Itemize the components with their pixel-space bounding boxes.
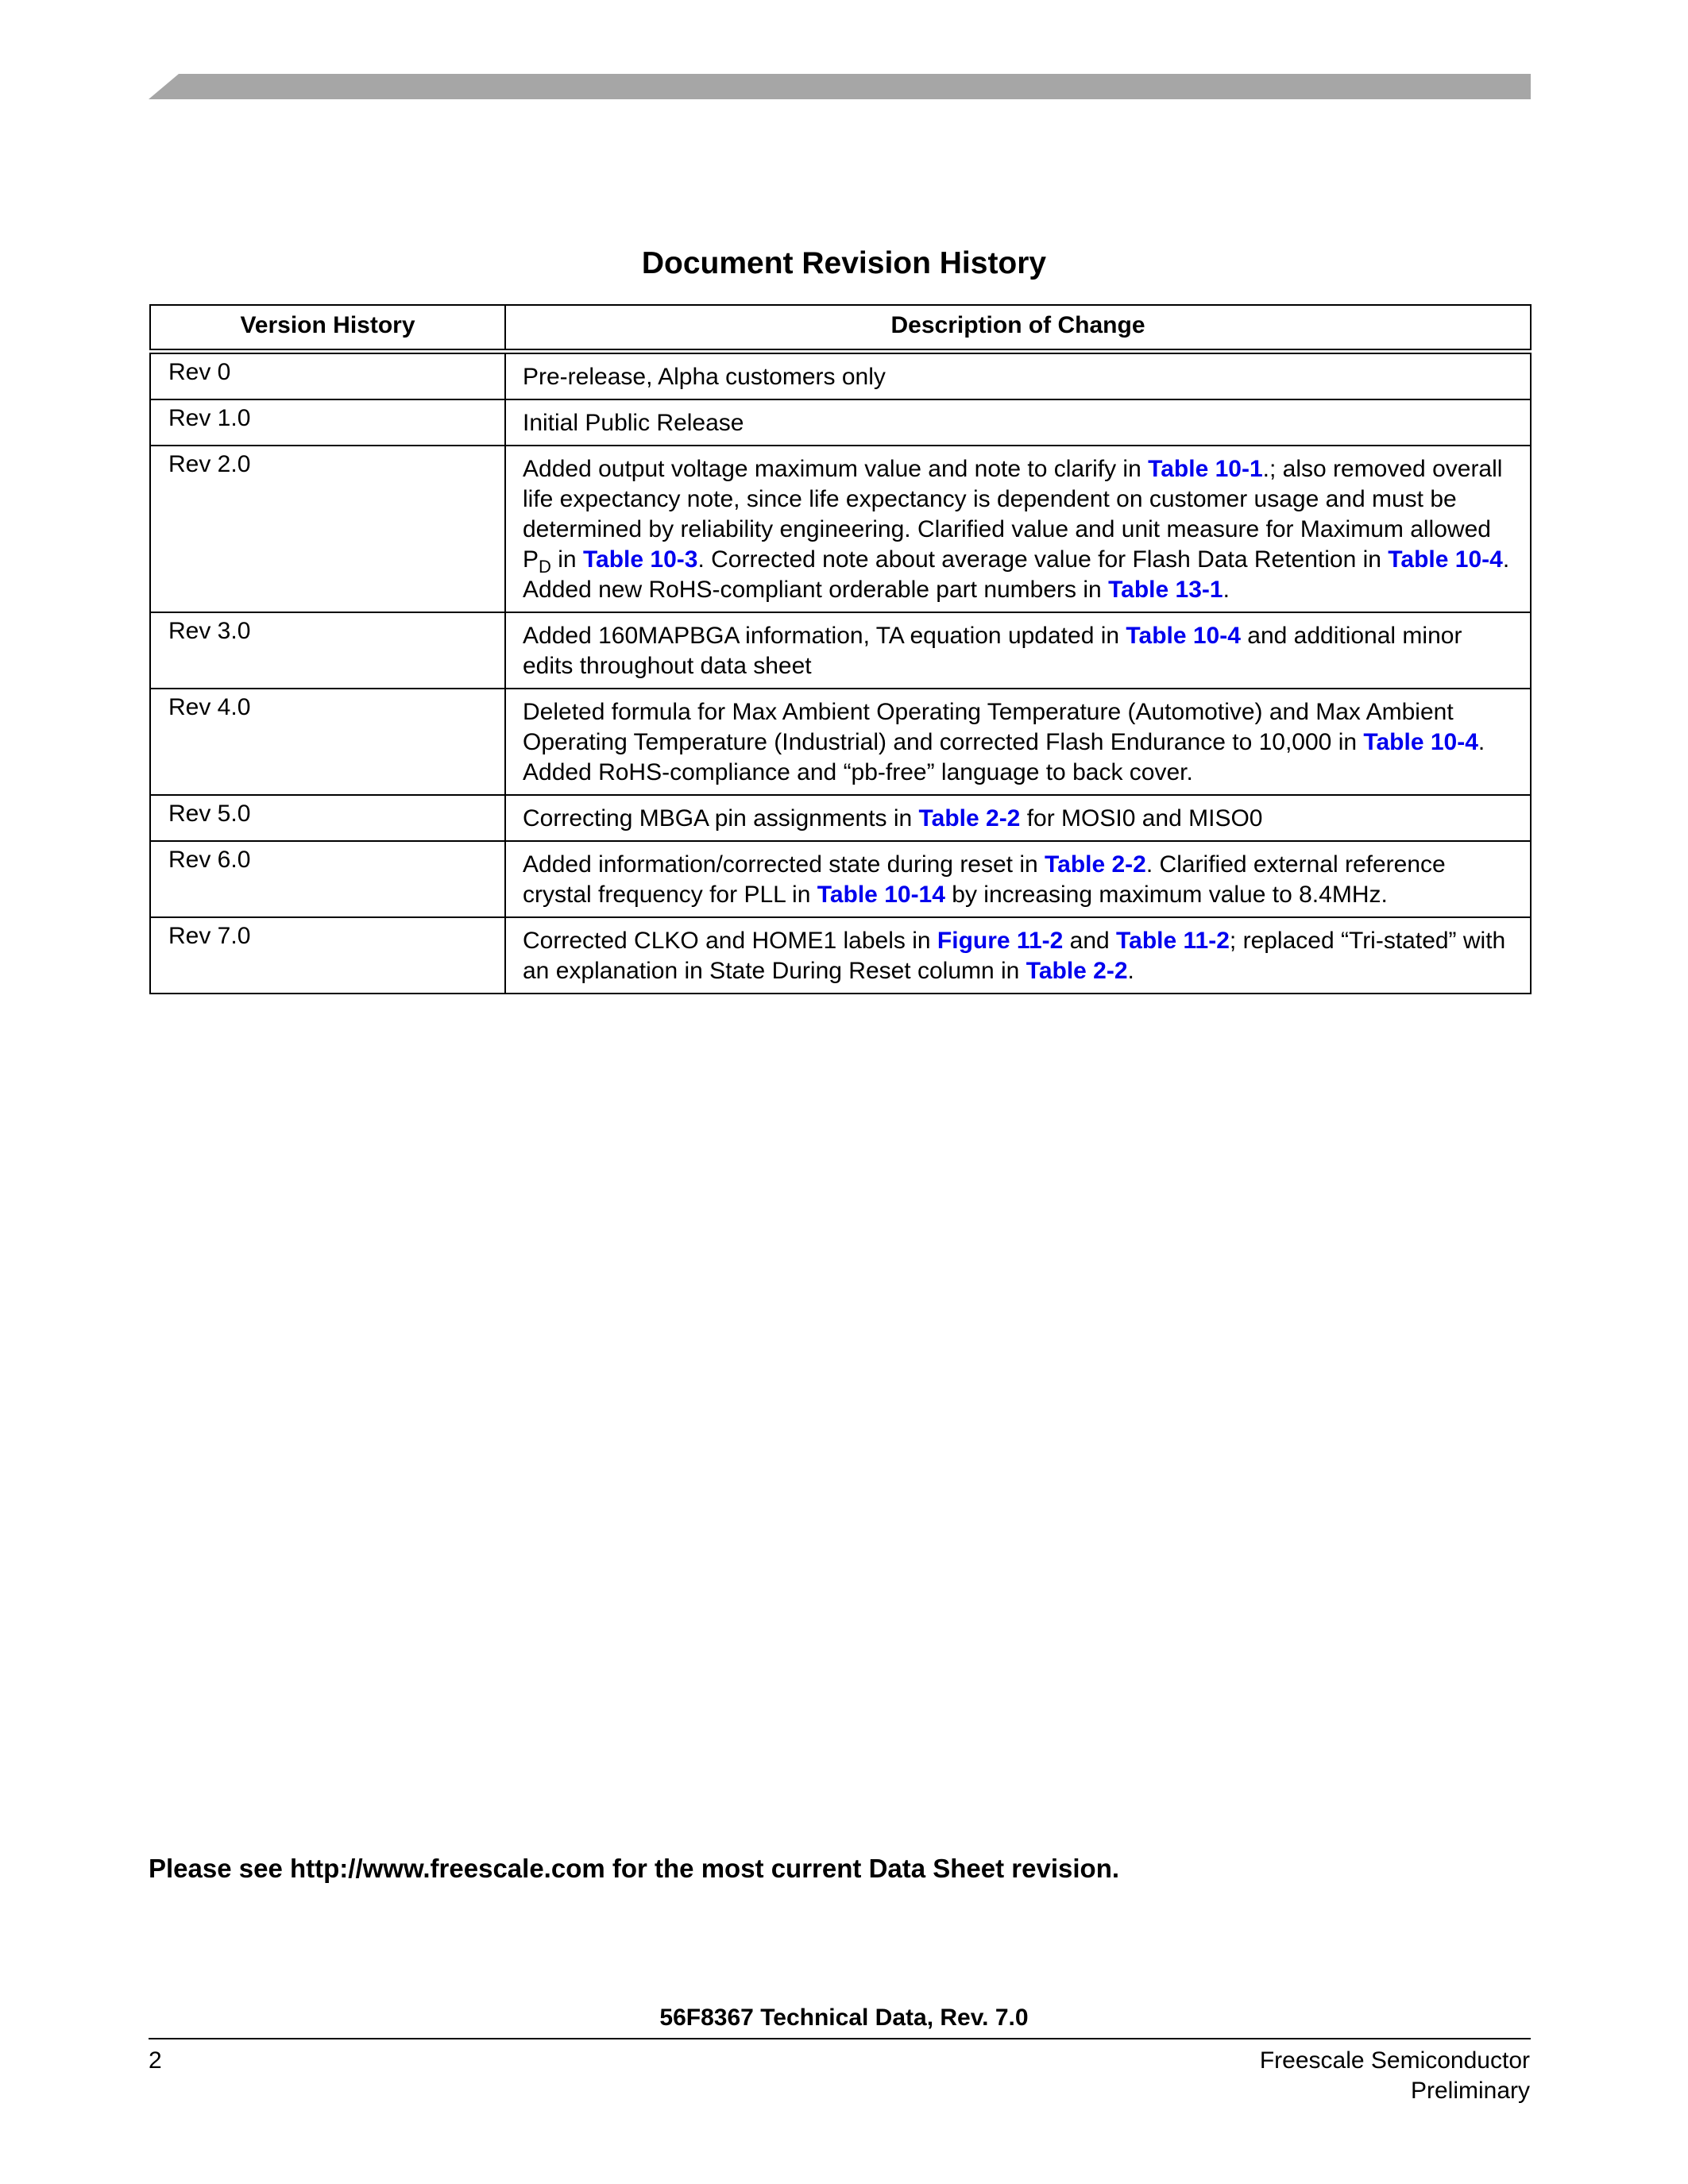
description-text: by increasing maximum value to 8.4MHz. [944,881,1388,908]
version-cell: Rev 6.0 [150,841,505,917]
description-cell [505,841,1531,917]
table-reference-link[interactable]: Table 10-14 [817,881,945,908]
column-header-version: Version History [150,305,505,351]
data-sheet-note: Please see http://www.freescale.com for the most current Data Sheet revision. [149,1854,1120,1883]
description-text: Added 160MAPBGA information, TA equation updated in [523,622,1126,649]
description-text: for MOSI0 and MISO0 [1020,805,1263,832]
footer-document-title: 56F8367 Technical Data, Rev. 7.0 [659,2005,1029,2031]
table-reference-link[interactable]: Table 10-3 [582,546,698,573]
description-text: . Added RoHS-compliance and “pb-free” language to back cover. [523,728,1485,785]
footer-company: Freescale Semiconductor [1259,2047,1530,2074]
description-text: Correcting MBGA pin assignments in [523,805,919,832]
table-reference-link[interactable]: Table 2-2 [1026,957,1128,984]
description-cell [505,917,1531,994]
header-bar [149,74,1531,99]
revision-history-table [149,304,1532,994]
description-text: and [1063,927,1117,954]
column-header-description: Description of Change [505,305,1531,351]
description-cell [505,446,1531,612]
table-row [150,917,1531,994]
description-text: in [550,546,583,573]
description-cell [505,689,1531,795]
table-row [150,795,1531,841]
page-number: 2 [149,2047,162,2074]
table-row [150,612,1531,689]
table-header-row [150,305,1531,351]
description-text: . [1127,957,1134,984]
table-reference-link[interactable]: Figure 11-2 [937,927,1064,954]
table-row [150,446,1531,612]
table-row [150,351,1531,399]
description-text: . [1223,576,1230,603]
description-cell [505,351,1531,399]
description-cell [505,612,1531,689]
table-reference-link[interactable]: Table 2-2 [918,805,1021,832]
table-row [150,841,1531,917]
table-reference-link[interactable]: Table 2-2 [1045,851,1146,878]
description-text: Corrected CLKO and HOME1 labels in [523,927,937,954]
description-text: Initial Public Release [523,409,744,436]
description-text: Added output voltage maximum value and note to clarify in [523,455,1149,482]
version-cell: Rev 7.0 [150,917,505,994]
description-text: . Added new RoHS-compliant orderable part numbers in [523,546,1510,603]
version-cell: Rev 5.0 [150,795,505,841]
description-text: . Clarified external reference crystal frequency for PLL in [523,851,1446,908]
page-title: Document Revision History [641,246,1047,280]
description-text: Added information/corrected state during reset in [523,851,1045,878]
table-reference-link[interactable]: Table 10-1 [1148,455,1263,482]
description-text: . Corrected note about average value for Flash Data Retention in [697,546,1389,573]
description-text: .; also removed overall life expectancy note, since life expectancy is dependent on customer usage and must be determined by reliability engineering. Clarified value and unit measure for Maximum allowed P [523,455,1503,573]
version-cell: Rev 2.0 [150,446,505,612]
table-reference-link[interactable]: Table 13-1 [1108,576,1223,603]
subscript-text: D [539,556,551,577]
table-reference-link[interactable]: Table 10-4 [1388,546,1503,573]
description-text: ; replaced “Tri-stated” with an explanation in State During Reset column in [523,927,1506,984]
version-cell: Rev 4.0 [150,689,505,795]
table-reference-link[interactable]: Table 11-2 [1116,927,1230,954]
description-cell [505,795,1531,841]
description-text: Deleted formula for Max Ambient Operating Temperature (Automotive) and Max Ambient Operating Temperature (Industrial) and corrected Flash Endurance to 10,000 in [523,698,1454,755]
table-reference-link[interactable]: Table 10-4 [1126,622,1241,649]
version-cell: Rev 3.0 [150,612,505,689]
footer-status: Preliminary [1410,2078,1530,2104]
description-text: Pre-release, Alpha customers only [523,363,886,390]
table-row [150,689,1531,795]
version-cell: Rev 0 [150,351,505,399]
table-reference-link[interactable]: Table 10-4 [1363,728,1478,755]
table-body [150,351,1531,994]
description-text: and additional minor edits throughout data sheet [523,622,1462,679]
table-row [150,399,1531,446]
footer-divider [149,2038,1531,2039]
version-cell: Rev 1.0 [150,399,505,446]
description-cell [505,399,1531,446]
